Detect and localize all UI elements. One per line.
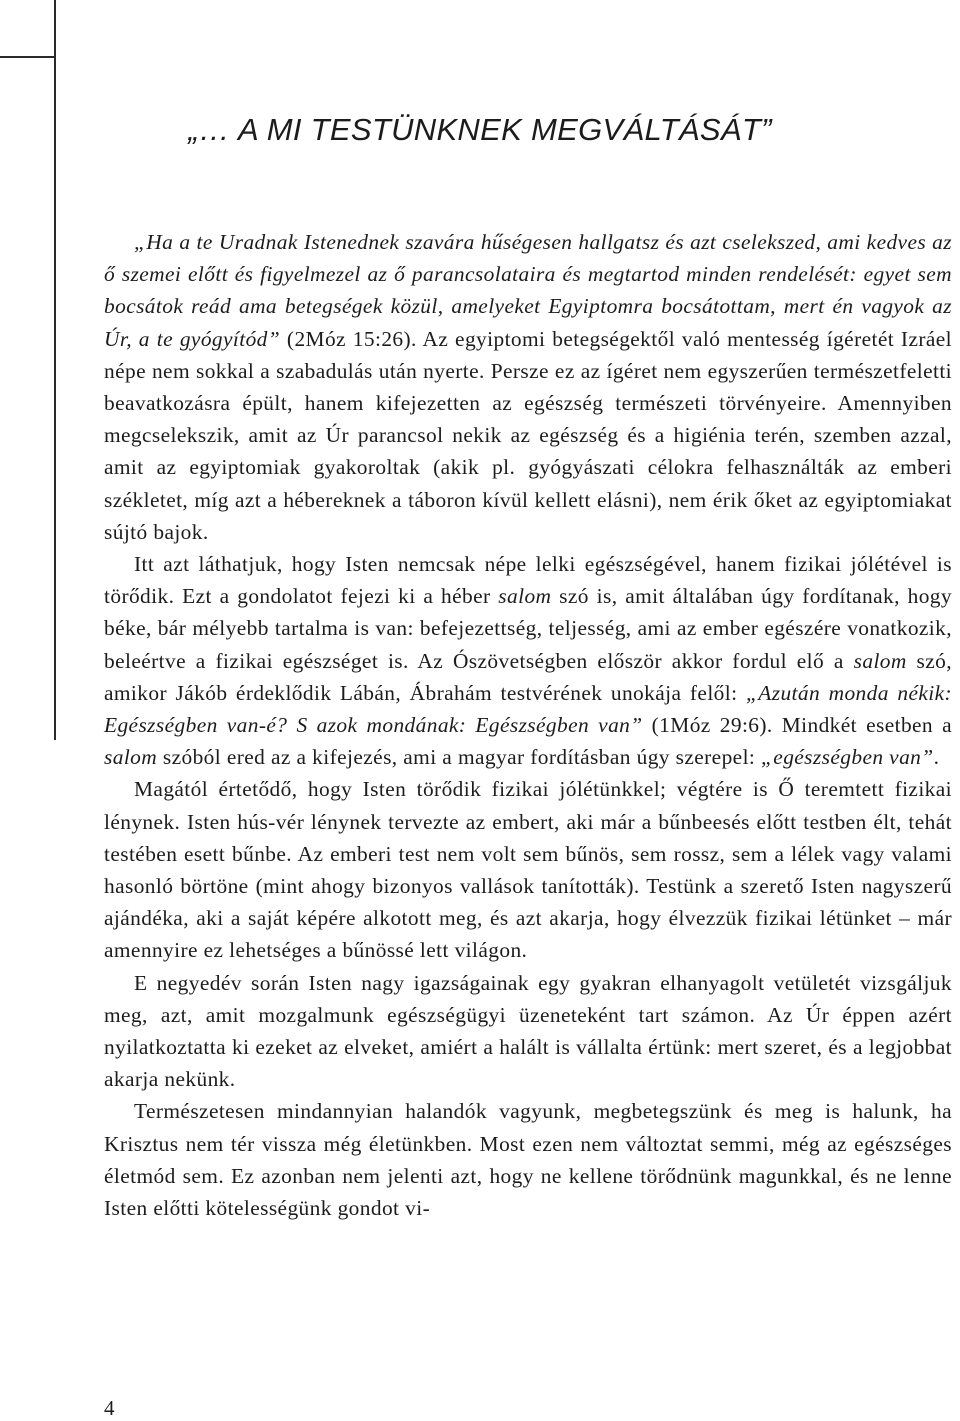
italic-text: salom: [104, 745, 158, 770]
text-run: .: [933, 745, 940, 770]
italic-text: „Ha a te Uradnak Istenednek szavára hűségesen hallgatsz és azt cselekszed, ami kedves az ő szemei előtt és figyelmezel az ő parancsolataira és megtartod minden rendelését: egyet sem bocsátok reád ama betegségek közül, amelyeket Egyiptomra bocsátottam, mert én vagyok az Úr, a te gyógyítód”: [104, 230, 952, 351]
margin-horizontal-rule: [0, 56, 56, 58]
text-run: Természetesen mindannyian halandók vagyunk, megbetegszünk és meg is halunk, ha Krisztus nem tér vissza még életünkben. Most ezen nem változtat semmi, még az egészséges életmód sem. Ez azonban nem jelenti azt, hogy ne kellene törődnünk magunkkal, és ne lenne Isten előtti kötelességünk gondot vi-: [104, 1099, 952, 1221]
text-run: E negyedév során Isten nagy igazságainak egy gyakran elhanyagolt vetületét vizsgáljuk meg, azt, amit mozgalmunk egészségügyi üzeneteként tart számon. Az Úr éppen azért nyilatkoztatta ki ezeket az elveket, amiért a halált is vállalta értünk: mert szeret, és a legjobbat akarja nekünk.: [104, 970, 952, 1092]
margin-vertical-rule: [54, 0, 56, 740]
paragraph: [104, 773, 952, 966]
paragraph: [104, 1095, 952, 1224]
text-run: Magától értetődő, hogy Isten törődik fizikai jólétünkkel; végtére is Ő teremtett fizikai lénynek. Isten hús-vér lénynek tervezte az embert, aki már a bűnbeesés előtt testben élt, tehát testében esett bűnbe. Az emberi test nem volt sem bűnös, sem rossz, sem a lélek vagy valami hasonló börtöne (mint ahogy bizonyos vallások tanították). Testünk a szerető Isten nagyszerű ajándéka, aki a saját képére alkotott meg, és azt akarja, hogy élvezzük fizikai létünket – már amennyire ez lehetséges a bűnössé lett világon.: [104, 777, 952, 963]
text-run: (1Móz 29:6). Mindkét esetben a: [642, 713, 952, 738]
paragraph: [104, 226, 952, 548]
page-number: 4: [104, 1396, 115, 1420]
paragraph: [104, 548, 952, 773]
text-run: szó is, amit általában úgy fordítanak, hogy béke, bár mélyebb tartalma is van: befejezettség, teljesség, ami az ember egészére vonatkozik, beleértve a fizikai egészséget is. Az Ószövetségben először akkor fordul elő a: [104, 584, 953, 673]
italic-text: salom: [853, 648, 907, 673]
italic-text: „Azután monda nékik: Egészségben van-é? S azok mondának: Egészségben van”: [104, 680, 952, 738]
text-run: (2Móz 15:26). Az egyiptomi betegségektől való mentesség ígéretét Izráel népe nem sokkal a szabadulás után nyerte. Persze ez az ígéret nem egyszerűen természetfeletti beavatkozásra épült, hanem kifejezetten az egészség természeti törvényeire. Amennyiben megcselekszik, amit az Úr parancsol nekik az egészség és a higiénia terén, szemben azzal, amit az egyiptomiak gyakoroltak (akik pl. gyógyászati célokra felhasználták az emberi székletet, míg azt a hébereknek a táboron kívül kellett elásni), nem érik őket az egyiptomiakat sújtó bajok.: [104, 326, 952, 544]
italic-text: salom: [498, 584, 552, 609]
chapter-title: „… A MI TESTÜNKNEK MEGVÁLTÁSÁT”: [188, 112, 772, 147]
text-run: szóból ered az a kifejezés, ami a magyar fordításban úgy szerepel:: [157, 745, 761, 770]
paragraph: [104, 967, 952, 1096]
text-run: szó, amikor Jákób érdeklődik Lábán, Ábrahám testvérének unokája felől:: [104, 648, 952, 705]
italic-text: „egészségben van”: [761, 745, 934, 770]
body-text: [104, 226, 952, 1224]
text-run: Itt azt láthatjuk, hogy Isten nemcsak népe lelki egészségével, hanem fizikai jólétével is törődik. Ezt a gondolatot fejezi ki a héber: [104, 552, 952, 609]
